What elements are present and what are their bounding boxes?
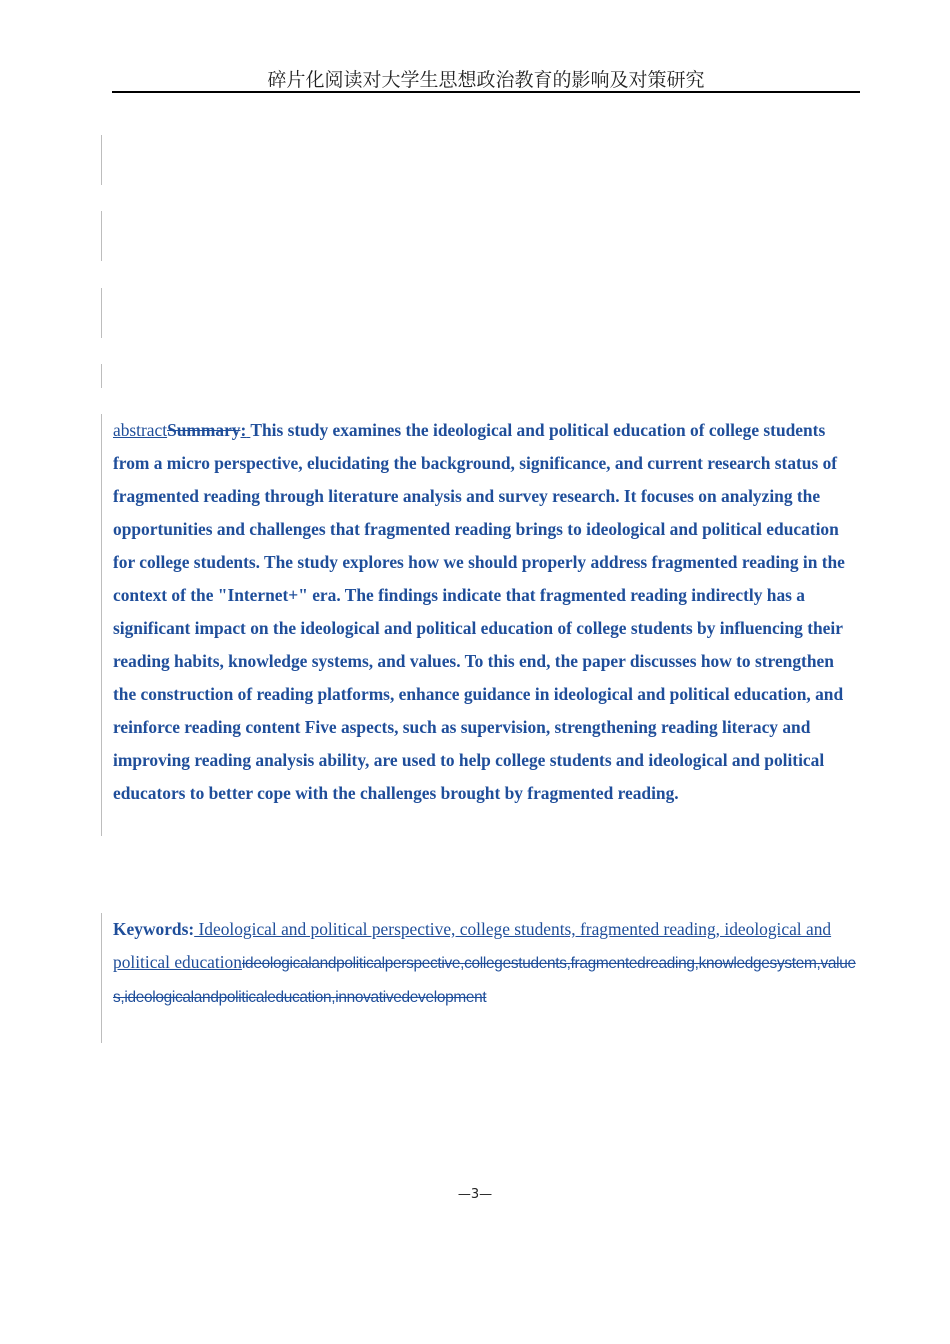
keywords-label: Keywords xyxy=(113,919,189,939)
abstract-body: This study examines the ideological and political education of college students from a micro perspective, elucidating the background, significance, and current research status of fragmented reading through literature analysis and survey research. It focuses on analyzing the opportunities and challenges that fragmented reading brings to ideological and political education for college students. The study explores how we should properly address fragmented reading in the context of the "Internet+" era. The findings indicate that fragmented reading indirectly has a significant impact on the ideological and political education of college students by influencing their reading habits, knowledge systems, and values. To this end, the paper discusses how to strengthen the construction of reading platforms, enhance guidance in ideological and political education, and reinforce reading content Five aspects, such as supervision, strengthening reading literacy and improving reading analysis ability, are used to help college students and ideological and political educators to better cope with the challenges brought by fragmented reading. xyxy=(113,420,845,803)
abstract-colon: : xyxy=(240,420,247,440)
change-bar xyxy=(101,135,102,185)
abstract-label-inserted: abstract xyxy=(113,420,168,440)
keywords-paragraph xyxy=(113,913,858,1014)
keywords-inserted: Ideological and political perspective, college students, fragmented reading, ideological and political education xyxy=(113,919,832,972)
change-bar xyxy=(101,364,102,388)
change-bar xyxy=(101,414,102,836)
page-number: —3— xyxy=(457,1187,493,1202)
abstract-paragraph xyxy=(113,414,855,810)
page-header-title: 碎片化阅读对大学生思想政治教育的影响及对策研究 xyxy=(267,69,705,91)
change-bar xyxy=(101,211,102,261)
keywords-deleted: ideologicalandpoliticalperspective,collegestudents,fragmentedreading,knowledgesystem,values,ideologicalandpoliticaleducation,innovativedevelopment xyxy=(113,955,856,1006)
change-bar xyxy=(101,288,102,338)
change-bar xyxy=(101,913,102,1043)
abstract-label-deleted: Summary xyxy=(167,420,241,440)
keywords-colon: : xyxy=(188,919,195,939)
header-rule xyxy=(112,91,860,93)
